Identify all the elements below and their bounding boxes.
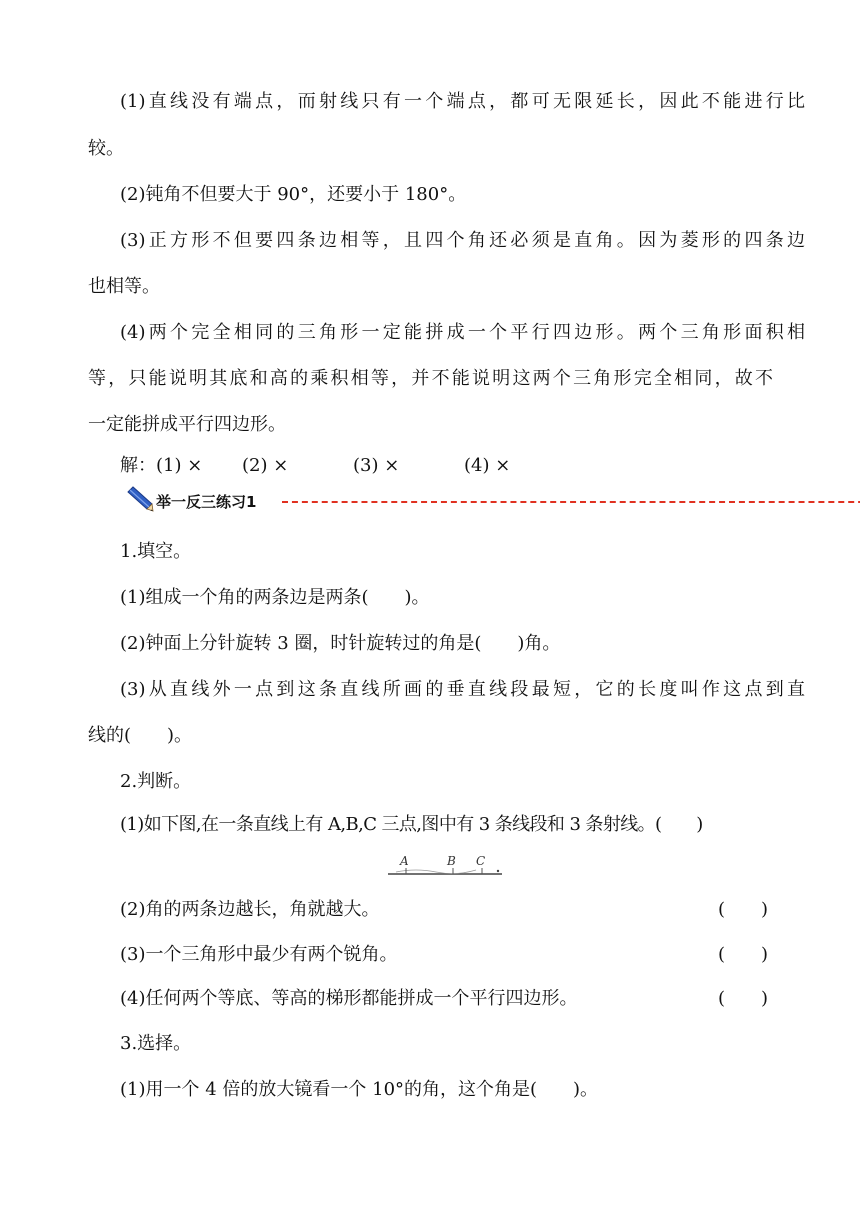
- point-label-c: C: [476, 854, 486, 868]
- section-title: 举一反三练习1: [156, 493, 257, 511]
- answer-blank: ( ): [718, 944, 769, 965]
- explanation-4-line-1: (4)两个完全相同的三角形一定能拼成一个平行四边形。两个三角形面积相: [120, 322, 805, 343]
- answer-label: 解：: [120, 455, 156, 476]
- question-1-1: (1)组成一个角的两条边是两条( )。: [120, 587, 430, 608]
- question-2-4: (4)任何两个等底、等高的梯形都能拼成一个平行四边形。: [120, 988, 578, 1009]
- question-1-title: 1.填空。: [120, 541, 192, 562]
- question-2-3: (3)一个三角形中最少有两个锐角。: [120, 944, 398, 965]
- explanation-1-line-2: 较。: [88, 138, 124, 159]
- point-label-b: B: [447, 854, 456, 868]
- answer-blank: ( ): [718, 899, 769, 920]
- question-1-3-line-1: (3)从直线外一点到这条直线所画的垂直线段最短，它的长度叫作这点到直: [120, 679, 805, 700]
- question-1-3-line-2: 线的( )。: [88, 725, 193, 746]
- pencil-icon: [124, 486, 154, 516]
- explanation-3-line-1: (3)正方形不但要四条边相等，且四个角还必须是直角。因为菱形的四条边: [120, 230, 805, 251]
- point-label-a: A: [400, 854, 409, 868]
- question-3-title: 3.选择。: [120, 1033, 192, 1054]
- question-2-title: 2.判断。: [120, 771, 192, 792]
- answer-item: (4) ×: [464, 455, 511, 476]
- question-2-1: (1)如下图,在一条直线上有 A,B,C 三点,图中有 3 条线段和 3 条射线。( ): [120, 814, 703, 835]
- answer-blank: ( ): [718, 988, 769, 1009]
- explanation-2: (2)钝角不但要大于 90°，还要小于 180°。: [120, 184, 467, 205]
- explanation-3-line-2: 也相等。: [88, 276, 160, 297]
- question-1-2: (2)钟面上分针旋转 3 圈，时针旋转过的角是( )角。: [120, 633, 561, 654]
- answer-row: [120, 452, 520, 480]
- answer-item: (2) ×: [242, 455, 289, 476]
- section-divider: [282, 501, 860, 503]
- explanation-1-line-1: (1)直线没有端点，而射线只有一个端点，都可无限延长，因此不能进行比: [120, 91, 805, 112]
- answer-item: (3) ×: [353, 455, 400, 476]
- section-header: [124, 486, 764, 516]
- question-2-2: (2)角的两条边越长，角就越大。: [120, 899, 380, 920]
- answer-item: (1) ×: [156, 455, 203, 476]
- line-with-points-figure: [386, 848, 506, 882]
- explanation-4-line-3: 一定能拼成平行四边形。: [88, 414, 286, 435]
- question-3-1: (1)用一个 4 倍的放大镜看一个 10°的角，这个角是( )。: [120, 1079, 599, 1100]
- explanation-4-line-2: 等，只能说明其底和高的乘积相等，并不能说明这两个三角形完全相同，故不: [88, 368, 773, 389]
